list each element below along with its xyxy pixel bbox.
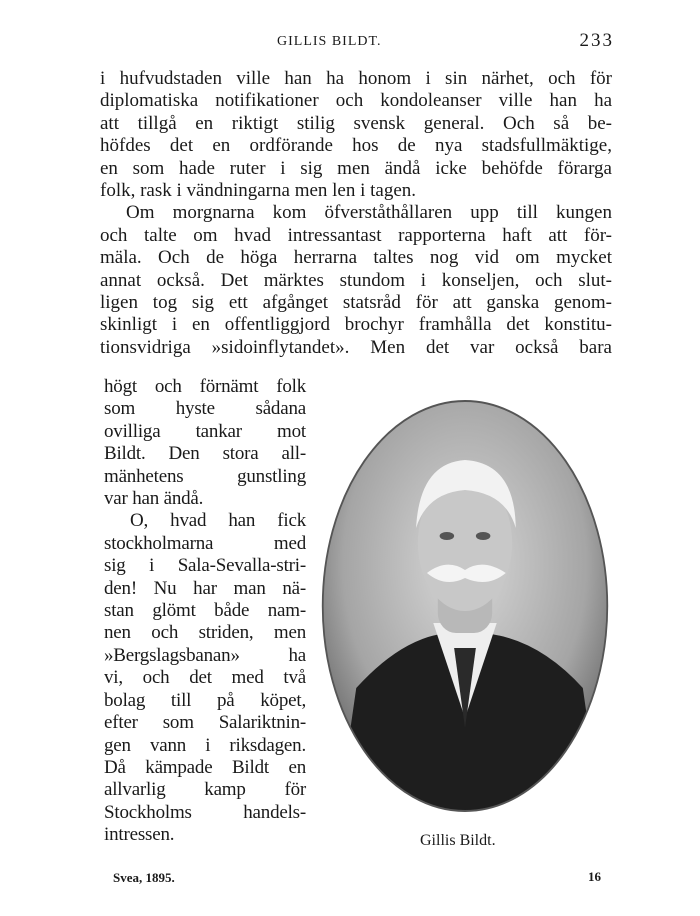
text-line: en som hade ruter i sig men ändå icke behöfde förarga [100,157,612,179]
text-line: intressen. [104,824,175,846]
text-line: i hufvudstaden ville han ha honom i sin närhet, och för [100,68,612,89]
portrait-image [320,398,610,814]
text-line: ovilliga tankar mot [104,420,306,442]
signature-mark: 16 [588,869,601,884]
text-line: stan glömt både nam- [104,600,306,622]
text-line: Bildt. Den stora all- [104,443,306,465]
text-line: gen vann i riksdagen. [104,734,306,756]
text-line: allvarlig kamp för [104,779,306,801]
text-line: och talte om hvad intressantast rapporterna haft att för- [100,224,612,246]
text-line: var han ändå. [104,488,204,510]
text-line: den! Nu har man nä- [104,577,306,599]
text-line: ligen tog sig ett afgånget statsråd för att ganska genom- [100,292,612,314]
running-title: GILLIS BILDT. [277,34,382,49]
text-line: högt och förnämt folk [104,376,306,397]
text-line: »Bergslagsbanan» ha [104,644,306,666]
text-line: efter som Salariktnin- [104,712,306,734]
footer-source: Svea, 1895. [113,870,175,885]
text-line: Om morgnarna kom öfverståthållaren upp till kungen [126,202,612,224]
text-line: stockholmarna med [104,532,306,554]
text-line: mäla. Och de höga herrarna taltes nog vid om mycket [100,247,612,269]
text-line: annat också. Det märktes stundom i konseljen, och slut- [100,269,612,291]
text-line: diplomatiska notifikationer och kondoleanser ville han ha [100,90,612,112]
text-line: höfdes det en ordförande hos de nya stadsfullmäktige, [100,135,612,157]
text-line: sig i Sala-Sevalla-stri- [104,555,306,577]
text-line: vi, och det med två [104,667,306,689]
text-line: nen och striden, men [104,622,306,644]
left-column-text [104,376,306,847]
text-line: bolag till på köpet, [104,689,306,711]
text-line: Då kämpade Bildt en [104,756,306,778]
text-line: tionsvidriga »sidoinflytandet». Men det var också bara [100,336,612,358]
full-width-text [100,68,612,359]
text-line: mänhetens gunstling [104,465,306,487]
text-line: skinligt i en offentliggjord brochyr framhålla det konstitu- [100,314,612,336]
page-number: 233 [579,30,614,51]
text-line: Stockholms handels- [104,801,306,823]
text-line: folk, rask i vändningarna men len i tagen. [100,180,417,202]
text-line: som hyste sådana [104,398,306,420]
text-line: att tillgå en riktigt stilig svensk general. Och så be- [100,112,612,134]
figure-caption: Gillis Bildt. [420,832,496,849]
text-line: O, hvad han fick [130,510,306,532]
